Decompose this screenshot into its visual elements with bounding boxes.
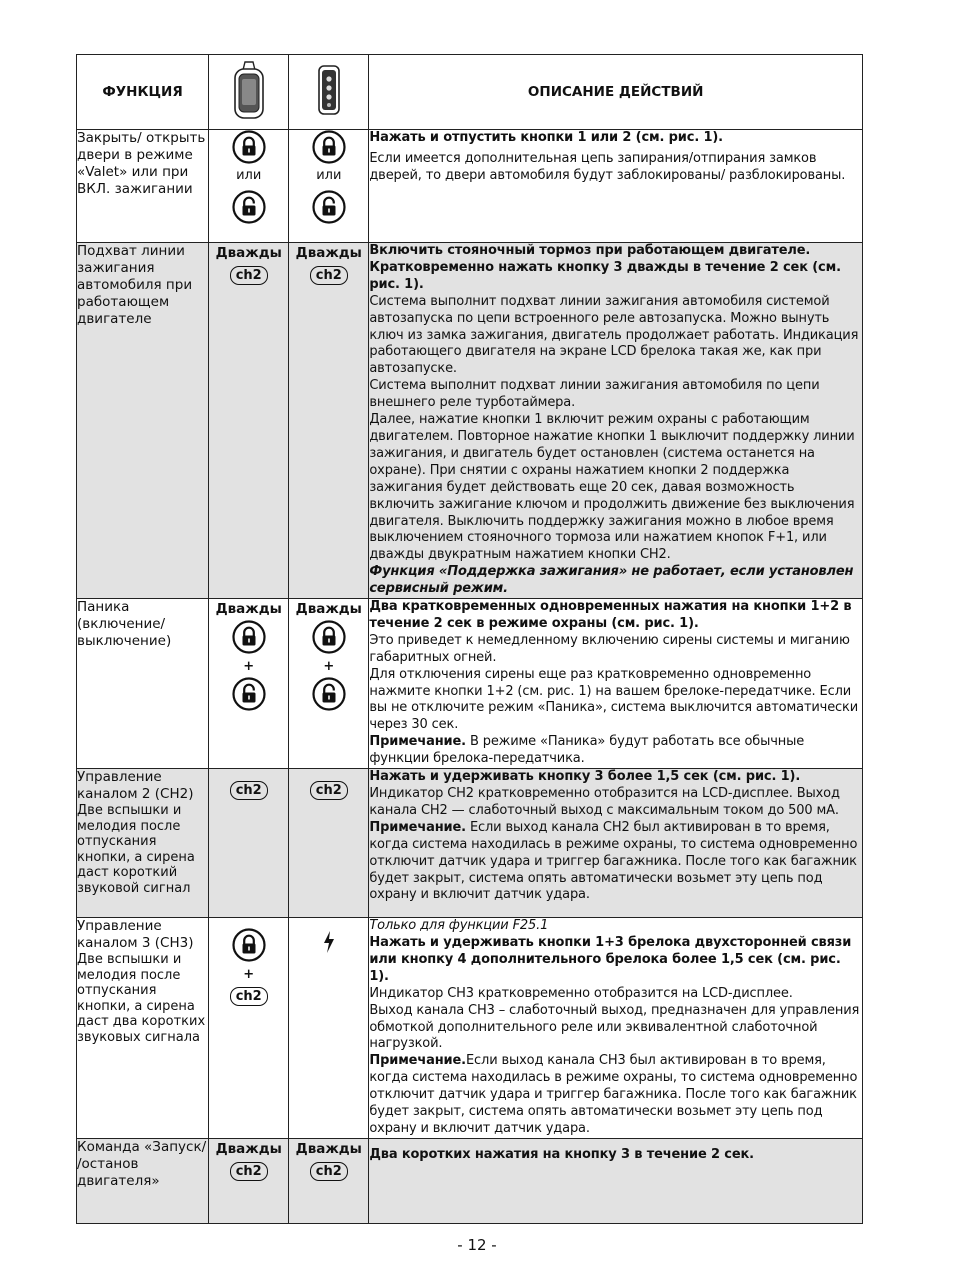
note-text: Если выход канала CH2 был активирован в то время, когда система находилась в режиме охраны, то система одновременно отключит датчик удара и триггер багажника. После того как багажник будет закрыт, система опять автоматически возьмет эту цепь под охрану и включит датчик удара.	[369, 819, 858, 903]
description-text: Система выполнит подхват линии зажигания автомобиля системой автозапуска по цепи встроенного реле автозапуска. Можно вынуть ключ из замка зажигания, двигатель продолжает работать. Индикация работающего двигателя на экране LCD брелока такая же, как при автозапуске.	[369, 293, 859, 377]
twice-label: Дважды	[295, 1140, 362, 1157]
function-title: Управление каналом 3 (CH3)	[77, 918, 194, 952]
note-label: Примечание.	[369, 819, 466, 835]
description-text: Выход канала CH3 – слаботочный выход, предназначен для управления обмоткой дополнительного реле или эквивалентной слаботочной нагрузкой.	[369, 1002, 860, 1052]
description-text: Индикатор CH3 кратковременно отобразится на LCD-дисплее.	[369, 985, 793, 1001]
lcd-remote-buttons	[209, 130, 289, 243]
table-row	[77, 243, 863, 599]
lcd-remote-buttons	[209, 1138, 289, 1223]
description-cell	[369, 243, 863, 599]
twice-label: Дважды	[215, 601, 282, 618]
ch2-button-icon: ch2	[230, 781, 268, 800]
description-cell	[369, 599, 863, 769]
description-lead: Нажать и удерживать кнопки 1+3 брелока двухсторонней связи или кнопку 4 дополнительного брелока более 1,5 сек (см. рис. 1).	[369, 935, 852, 984]
extra-remote-buttons	[289, 1138, 369, 1223]
twice-label: Дважды	[295, 245, 362, 261]
function-cell: Закрыть/ открыть двери в режиме «Valet» или при ВКЛ. зажигании	[77, 130, 209, 243]
description-cell	[369, 918, 863, 1139]
twice-label: Дважды	[295, 601, 362, 618]
lcd-remote-buttons	[209, 769, 289, 918]
extra-remote-buttons	[289, 243, 369, 599]
lcd-remote-buttons	[209, 599, 289, 769]
function-title: Управление каналом 2 (CH2)	[77, 769, 194, 803]
note-text: Если выход канала CH3 был активирован в то время, когда система находилась в режиме охраны, то система одновременно отключит датчик удара и триггер багажника. После того как багажник будет закрыт, система опять автоматически возьмет эту цепь под охрану и включит датчик удара.	[369, 1053, 858, 1136]
table-row	[77, 769, 863, 918]
ch2-button-icon: ch2	[310, 266, 348, 285]
description-text: Далее, нажатие кнопки 1 включит режим охраны с работающим двигателем. Повторное нажатие кнопки 1 выключит поддержку линии зажигания, и двигатель будет остановлен (система останется на охране). При снятии с охраны нажатием кнопки 2 поддержка зажигания будет действовать еще 20 сек, давая возможность включить зажигание ключом и продолжить движение без выключения двигателя. Выключить поддержку зажигания можно в любое время выключением стояночного тормоза или нажатием кнопок F+1, или дважды двукратным нажатием кнопки CH2.	[369, 412, 855, 563]
lock-closed-icon	[232, 620, 266, 654]
function-note: Две вспышки и мелодия после отпускания кнопки, а сирена даст два коротких звуковых сигнала	[77, 952, 206, 1045]
lock-closed-icon	[232, 928, 266, 962]
header-remote-extra	[289, 55, 369, 130]
ch2-button-icon: ch2	[230, 266, 268, 285]
lock-open-icon	[312, 677, 346, 711]
note-label: Примечание.	[369, 1053, 466, 1069]
description-text: Индикатор CH2 кратковременно отобразится на LCD-дисплее. Выход канала CH2 — слаботочный выход с максимальным током до 500 мА.	[369, 786, 840, 818]
description-cell	[369, 769, 863, 918]
function-note: Две вспышки и мелодия после отпускания кнопки, а сирена даст короткий звуковой сигнал	[77, 803, 195, 896]
extra-remote-icon	[314, 62, 344, 118]
function-cell	[77, 918, 209, 1139]
description-lead: Нажать и удерживать кнопку 3 более 1,5 сек (см. рис. 1).	[369, 769, 801, 785]
extra-remote-buttons	[289, 599, 369, 769]
table-row	[77, 1138, 863, 1223]
table-row	[77, 130, 863, 243]
or-label: или	[236, 168, 262, 183]
description-text: Для отключения сирены еще раз кратковременно одновременно нажмите кнопки 1+2 (см. рис. 1) на вашем брелоке-передатчике. Если вы не отключите режим «Паника», система выключится автоматически через 30 сек.	[369, 666, 859, 733]
description-text: Система выполнит подхват линии зажигания автомобиля по цепи внешнего реле турботаймера.	[369, 378, 820, 411]
description-text: Если имеется дополнительная цепь запирания/отпирания замков дверей, то двери автомобиля будут заблокированы/ разблокированы.	[369, 150, 846, 183]
page-number: - 12 -	[457, 1236, 497, 1254]
lock-closed-icon	[312, 130, 346, 164]
or-label: или	[316, 168, 342, 183]
description-lead: Два коротких нажатия на кнопку 3 в течение 2 сек.	[369, 1146, 754, 1162]
ch2-button-icon: ch2	[230, 1162, 268, 1181]
lock-closed-icon	[312, 620, 346, 654]
note-text: В режиме «Паника» будут работать все обычные функции брелока-передатчика.	[369, 734, 805, 767]
function-cell: Паника (включение/ выключение)	[77, 599, 209, 769]
function-cell	[77, 769, 209, 918]
header-remote-lcd	[209, 55, 289, 130]
twice-label: Дважды	[215, 245, 282, 261]
description-condition: Только для функции F25.1	[369, 918, 549, 934]
description-lead: Включить стояночный тормоз при работающем двигателе. Кратковременно нажать кнопку 3 дважды в течение 2 сек (см. рис. 1).	[369, 243, 841, 292]
table-row	[77, 599, 863, 769]
lightning-icon	[322, 930, 336, 954]
function-cell: Подхват линии зажигания автомобиля при работающем двигателе	[77, 243, 209, 599]
function-cell: Команда «Запуск/ /останов двигателя»	[77, 1138, 209, 1223]
description-cell	[369, 1138, 863, 1223]
description-note	[369, 1053, 862, 1138]
lcd-remote-icon	[231, 59, 267, 121]
extra-remote-buttons	[289, 130, 369, 243]
description-cell	[369, 130, 863, 243]
plus-label: +	[243, 967, 255, 983]
description-note	[369, 734, 862, 768]
header-description: ОПИСАНИЕ ДЕЙСТВИЙ	[369, 55, 863, 130]
description-warning: Функция «Поддержка зажигания» не работает, если установлен сервисный режим.	[369, 564, 854, 597]
note-label: Примечание.	[369, 734, 466, 750]
ch2-button-icon: ch2	[310, 781, 348, 800]
extra-remote-buttons	[289, 769, 369, 918]
lock-open-icon	[312, 190, 346, 224]
description-lead: Нажать и отпустить кнопки 1 или 2 (см. рис. 1).	[369, 130, 723, 145]
header-function: ФУНКЦИЯ	[77, 55, 209, 130]
description-text: Это приведет к немедленному включению сирены системы и миганию габаритных огней.	[369, 632, 850, 665]
ch2-button-icon: ch2	[230, 987, 268, 1006]
ch2-button-icon: ch2	[310, 1162, 348, 1181]
plus-label: +	[323, 659, 335, 675]
lock-closed-icon	[232, 130, 266, 164]
lcd-remote-buttons	[209, 243, 289, 599]
header-row	[77, 55, 863, 130]
twice-label: Дважды	[215, 1140, 282, 1157]
lcd-remote-buttons	[209, 918, 289, 1139]
functions-table	[76, 54, 863, 1224]
table-row	[77, 918, 863, 1139]
description-note	[369, 820, 862, 905]
lock-open-icon	[232, 190, 266, 224]
extra-remote-buttons	[289, 918, 369, 1139]
plus-label: +	[243, 659, 255, 675]
lock-open-icon	[232, 677, 266, 711]
description-lead: Два кратковременных одновременных нажатия на кнопки 1+2 в течение 2 сек в режиме охраны (см. рис. 1).	[369, 599, 852, 631]
